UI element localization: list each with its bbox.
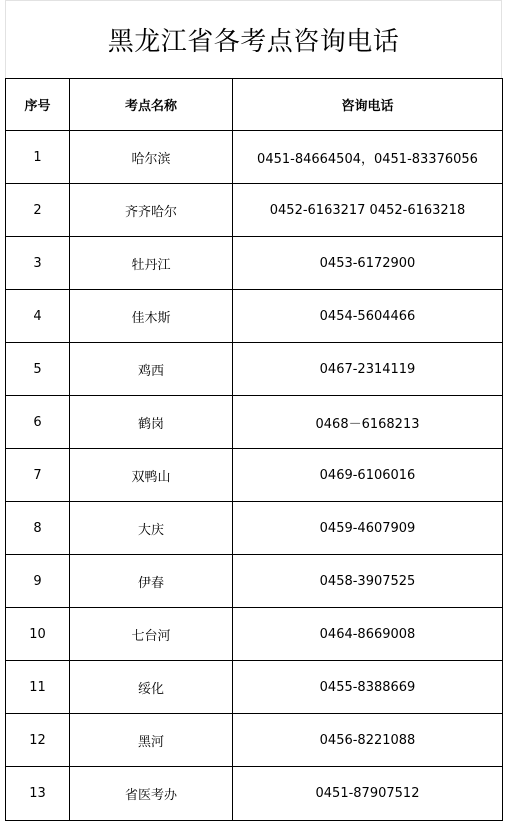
table-row [6,396,503,449]
cell-index: 3 [6,237,70,290]
cell-index: 5 [6,343,70,396]
cell-index: 6 [6,396,70,449]
header-phone: 咨询电话 [233,79,503,131]
table-row [6,608,503,661]
cell-phone: 0468－6168213 [233,396,503,449]
contact-table [5,78,503,821]
table-row [6,449,503,502]
cell-site-name: 牡丹江 [70,237,233,290]
cell-phone: 0459-4607909 [233,502,503,555]
cell-phone: 0467-2314119 [233,343,503,396]
cell-site-name: 绥化 [70,661,233,714]
table-row [6,343,503,396]
table-row [6,767,503,821]
cell-index: 1 [6,131,70,184]
cell-phone: 0454-5604466 [233,290,503,343]
page-title: 黑龙江省各考点咨询电话 [107,27,400,57]
cell-site-name: 大庆 [70,502,233,555]
table-row [6,555,503,608]
cell-site-name: 齐齐哈尔 [70,184,233,237]
cell-index: 10 [6,608,70,661]
cell-index: 8 [6,502,70,555]
cell-site-name: 佳木斯 [70,290,233,343]
table-row [6,237,503,290]
cell-phone: 0469-6106016 [233,449,503,502]
cell-phone: 0455-8388669 [233,661,503,714]
table-header [6,79,503,131]
table-row [6,131,503,184]
cell-phone: 0464-8669008 [233,608,503,661]
cell-index: 7 [6,449,70,502]
header-row [6,79,503,131]
header-site-name: 考点名称 [70,79,233,131]
cell-site-name: 双鸭山 [70,449,233,502]
table-row [6,290,503,343]
cell-phone: 0452-6163217 0452-6163218 [233,184,503,237]
cell-index: 9 [6,555,70,608]
cell-site-name: 鹤岗 [70,396,233,449]
cell-index: 2 [6,184,70,237]
title-box [5,0,502,78]
cell-phone: 0458-3907525 [233,555,503,608]
table-row [6,661,503,714]
table-row [6,502,503,555]
cell-index: 13 [6,767,70,821]
cell-phone: 0451-84664504，0451-83376056 [233,131,503,184]
table-row [6,184,503,237]
cell-phone: 0451-87907512 [233,767,503,821]
cell-index: 11 [6,661,70,714]
cell-site-name: 鸡西 [70,343,233,396]
cell-site-name: 黑河 [70,714,233,767]
cell-site-name: 七台河 [70,608,233,661]
header-index: 序号 [6,79,70,131]
cell-site-name: 哈尔滨 [70,131,233,184]
table-body [6,131,503,821]
table-row [6,714,503,767]
cell-index: 12 [6,714,70,767]
cell-phone: 0456-8221088 [233,714,503,767]
cell-site-name: 省医考办 [70,767,233,821]
cell-phone: 0453-6172900 [233,237,503,290]
cell-index: 4 [6,290,70,343]
cell-site-name: 伊春 [70,555,233,608]
